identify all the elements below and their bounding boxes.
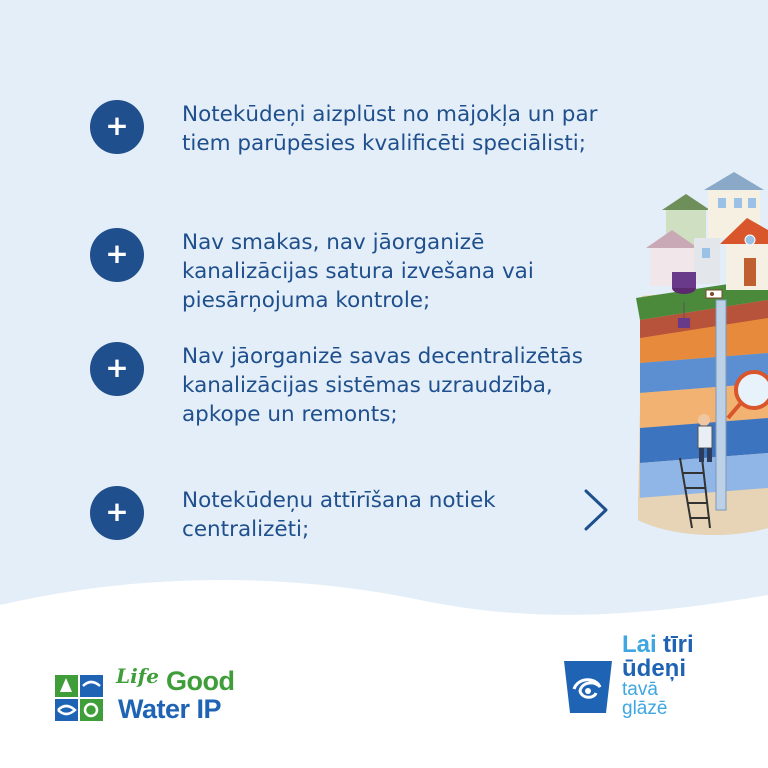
logo-tava-text: tavā	[622, 679, 658, 700]
plus-icon: +	[90, 486, 144, 540]
logo-glaze-text: glāzē	[622, 698, 668, 719]
life-good-water-ip-logo	[54, 664, 244, 728]
logo-mark-icon	[54, 674, 104, 722]
chevron-right-icon[interactable]	[580, 487, 614, 533]
plus-icon: +	[90, 342, 144, 396]
logo-lai-text: Lai	[622, 631, 657, 658]
benefit-text: Nav smakas, nav jāorganizē kanalizācijas satura izvešana vai piesārņojuma kontrole;	[182, 230, 534, 313]
benefit-text: Notekūdeņi aizplūst no mājokļa un par tiem parūpēsies kvalificēti speciālisti;	[182, 102, 598, 156]
water-glass-icon	[562, 659, 614, 715]
benefit-text: Nav jāorganizē savas decentralizētās kanalizācijas sistēmas uzraudzība, apkope un remonts;	[182, 344, 583, 427]
logo-good-text: Good	[166, 666, 235, 696]
benefit-text: Notekūdeņu attīrīšana notiek centralizēti;	[182, 488, 496, 542]
logo-life-text: Life	[116, 664, 159, 688]
logo-water-ip-text: Water IP	[118, 694, 222, 724]
logo-tiri-text: tīri	[663, 631, 694, 658]
house-groundwater-illustration	[630, 168, 768, 540]
plus-icon: +	[90, 228, 144, 282]
lai-tiri-udeni-logo	[558, 625, 718, 725]
plus-icon: +	[90, 100, 144, 154]
logo-udeni-text: ūdeņi	[622, 655, 686, 682]
